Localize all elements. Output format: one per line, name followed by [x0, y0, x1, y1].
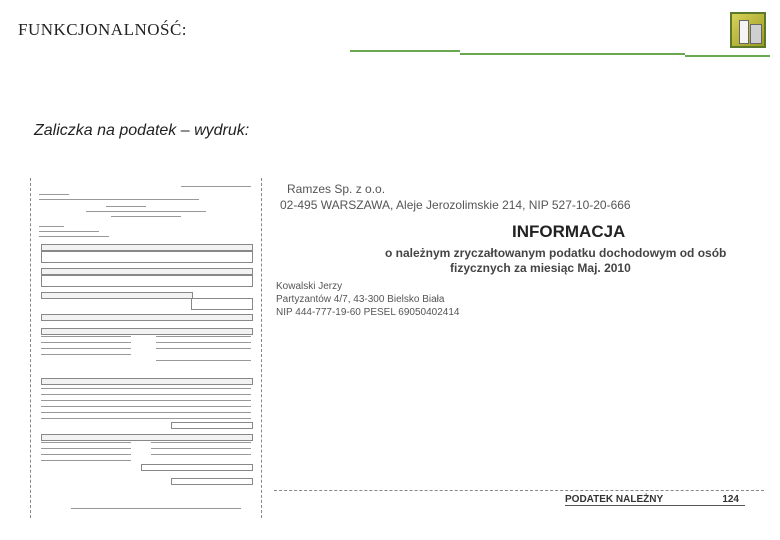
document-description-line2: fizycznych za miesiąc Maj. 2010	[450, 261, 631, 275]
document-zoom	[270, 178, 770, 518]
tax-due-label: PODATEK NALEŻNY	[565, 494, 664, 505]
person-block	[276, 280, 459, 319]
document-thumbnail	[30, 178, 262, 518]
company-address: 02-495 WARSZAWA, Aleje Jerozolimskie 214, NIP 527-10-20-666	[280, 198, 631, 212]
person-address: Partyzantów 4/7, 43-300 Bielsko Biała	[276, 294, 445, 305]
document-separator	[274, 490, 764, 491]
company-name: Ramzes Sp. z o.o.	[287, 182, 386, 196]
person-name: Kowalski Jerzy	[276, 281, 343, 292]
slide-title: FUNKCJONALNOŚĆ:	[18, 20, 188, 39]
title-rule-3	[685, 55, 770, 57]
document-description-line1: o należnym zryczałtowanym podatku dochodowym od osób	[385, 246, 727, 260]
title-rule-2	[460, 53, 685, 55]
tax-due-value: 124	[722, 494, 739, 505]
slide-subtitle: Zaliczka na podatek – wydruk:	[34, 122, 250, 139]
logo-icon	[730, 12, 766, 48]
title-rule-1	[350, 50, 460, 52]
document-heading: INFORMACJA	[512, 222, 626, 241]
person-ids: NIP 444-777-19-60 PESEL 69050402414	[276, 307, 460, 318]
tax-due-row	[565, 494, 745, 506]
